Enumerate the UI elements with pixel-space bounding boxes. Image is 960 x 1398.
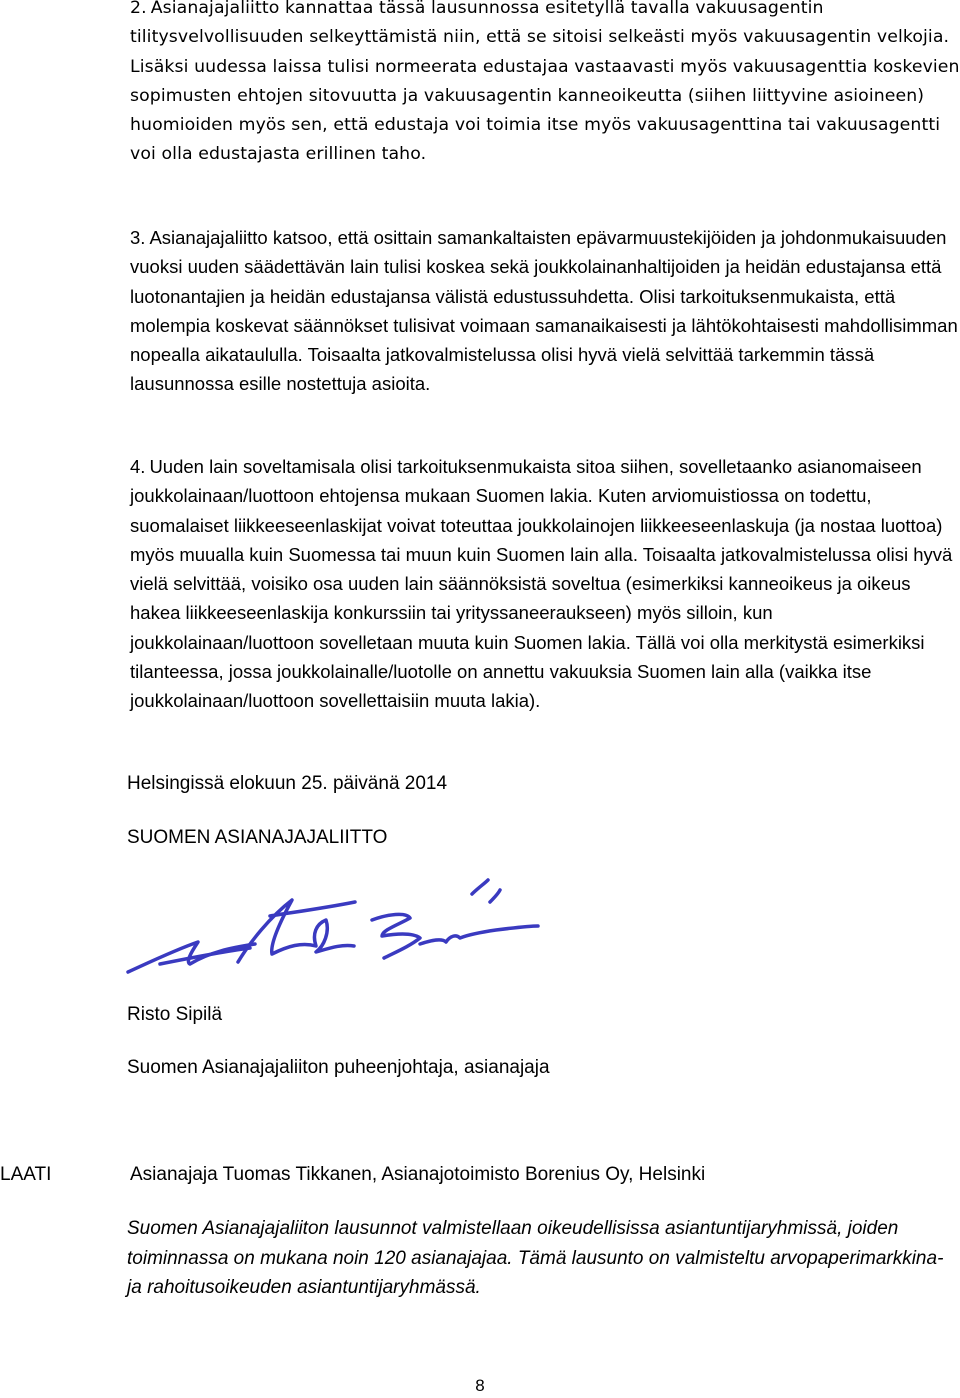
paragraph-text: Asianajajaliitto kannattaa tässä lausunnossa esitetyllä tavalla vakuusagentin tilitysvelvollisuuden selkeyttämistä niin, että se sitoisi selkeästi myös vakuusagentin velkojia. Lisäksi uudessa laissa tulisi normeerata edustajaa vastaavasti myös vakuusagenttia koskevien sopimusten ehtojen sitovuutta ja vakuusagentin kanneoikeutta (siihen liittyvine asioineen) huomioiden myös sen, että edustaja voi toimia itse myös vakuusagenttina tai vakuusagentti voi olla edustajasta erillinen taho. xyxy=(130,0,960,165)
page-number: 8 xyxy=(475,1376,485,1395)
paragraph-text: Uuden lain soveltamisala olisi tarkoituksenmukaista sitoa siihen, sovelletaanko asianomaiseen joukkolainaan/luottoon ehtojensa mukaan Suomen lakia. Kuten arviomuistiossa on todettu, suomalaiset liikkeeseenlaskijat voivat toteuttaa joukkolainojen liikkeeseenlaskuja (ja nostaa luottoa) myös muualla kuin Suomessa tai muun kuin Suomen lain alla. Toisaalta jatkovalmistelussa olisi hyvä vielä selvittää, voisiko osa uuden lain säännöksistä soveltua (esimerkiksi kanneoikeus ja oikeus hakea liikkeeseenlaskija konkurssiin tai yrityssaneeraukseen) myös silloin, kun joukkolainaan/luottoon sovelletaan muuta kuin Suomen lakia. Tällä voi olla merkitystä esimerkiksi tilanteessa, jossa joukkolainalle/luotolle on annettu vakuuksia Suomen lain alla (vaikka itse joukkolainaan/luottoon sovellettaisiin muuta lakia). xyxy=(130,456,953,712)
paragraph-text: Asianajajaliitto katsoo, että osittain samankaltaisten epävarmuustekijöiden ja johdonmukaisuuden vuoksi uuden säädettävän lain tulisi koskea sekä joukkolainanhaltijoiden ja heidän edustajansa että luotonantajien ja heidän edustajansa välistä edustussuhdetta. Olisi tarkoituksenmukaista, että molempia koskevat säännökset tulisivat voimaan samanaikaisesti ja lähtökohtaisesti mahdollisimman nopealla aikataululla. Toisaalta jatkovalmistelussa olisi hyvä vielä selvittää tarkemmin tässä lausunnossa esille nostettuja asioita. xyxy=(130,227,958,395)
signature-stroke xyxy=(420,926,538,944)
prepared-by-label: LAATI xyxy=(0,1164,52,1185)
prepared-by-value: Asianajaja Tuomas Tikkanen, Asianajotoimisto Borenius Oy, Helsinki xyxy=(130,1164,706,1185)
signature-image xyxy=(120,872,540,982)
paragraph-2 xyxy=(130,0,960,170)
signature-stroke xyxy=(372,914,420,958)
signer-name: Risto Sipilä xyxy=(127,1004,223,1025)
paragraph-3 xyxy=(130,223,960,399)
signature-stroke xyxy=(472,880,488,894)
paragraph-number: 3. xyxy=(130,227,146,248)
place-date: Helsingissä elokuun 25. päivänä 2014 xyxy=(127,773,448,794)
signature-stroke xyxy=(238,900,354,962)
paragraph-4 xyxy=(130,452,960,716)
preparation-note: Suomen Asianajajaliiton lausunnot valmistellaan oikeudellisissa asiantuntijaryhmissä, joiden toiminnassa on mukana noin 120 asianajajaa. Tämä lausunto on valmisteltu arvopaperimarkkina- ja rahoitusoikeuden asiantuntijaryhmässä. xyxy=(127,1218,944,1298)
paragraph-number: 2. xyxy=(130,0,147,18)
signature-stroke xyxy=(490,890,500,902)
signer-title: Suomen Asianajajaliiton puheenjohtaja, asianajaja xyxy=(127,1057,550,1078)
paragraph-number: 4. xyxy=(130,456,146,477)
organization-name: SUOMEN ASIANAJAJALIITTO xyxy=(127,827,388,848)
